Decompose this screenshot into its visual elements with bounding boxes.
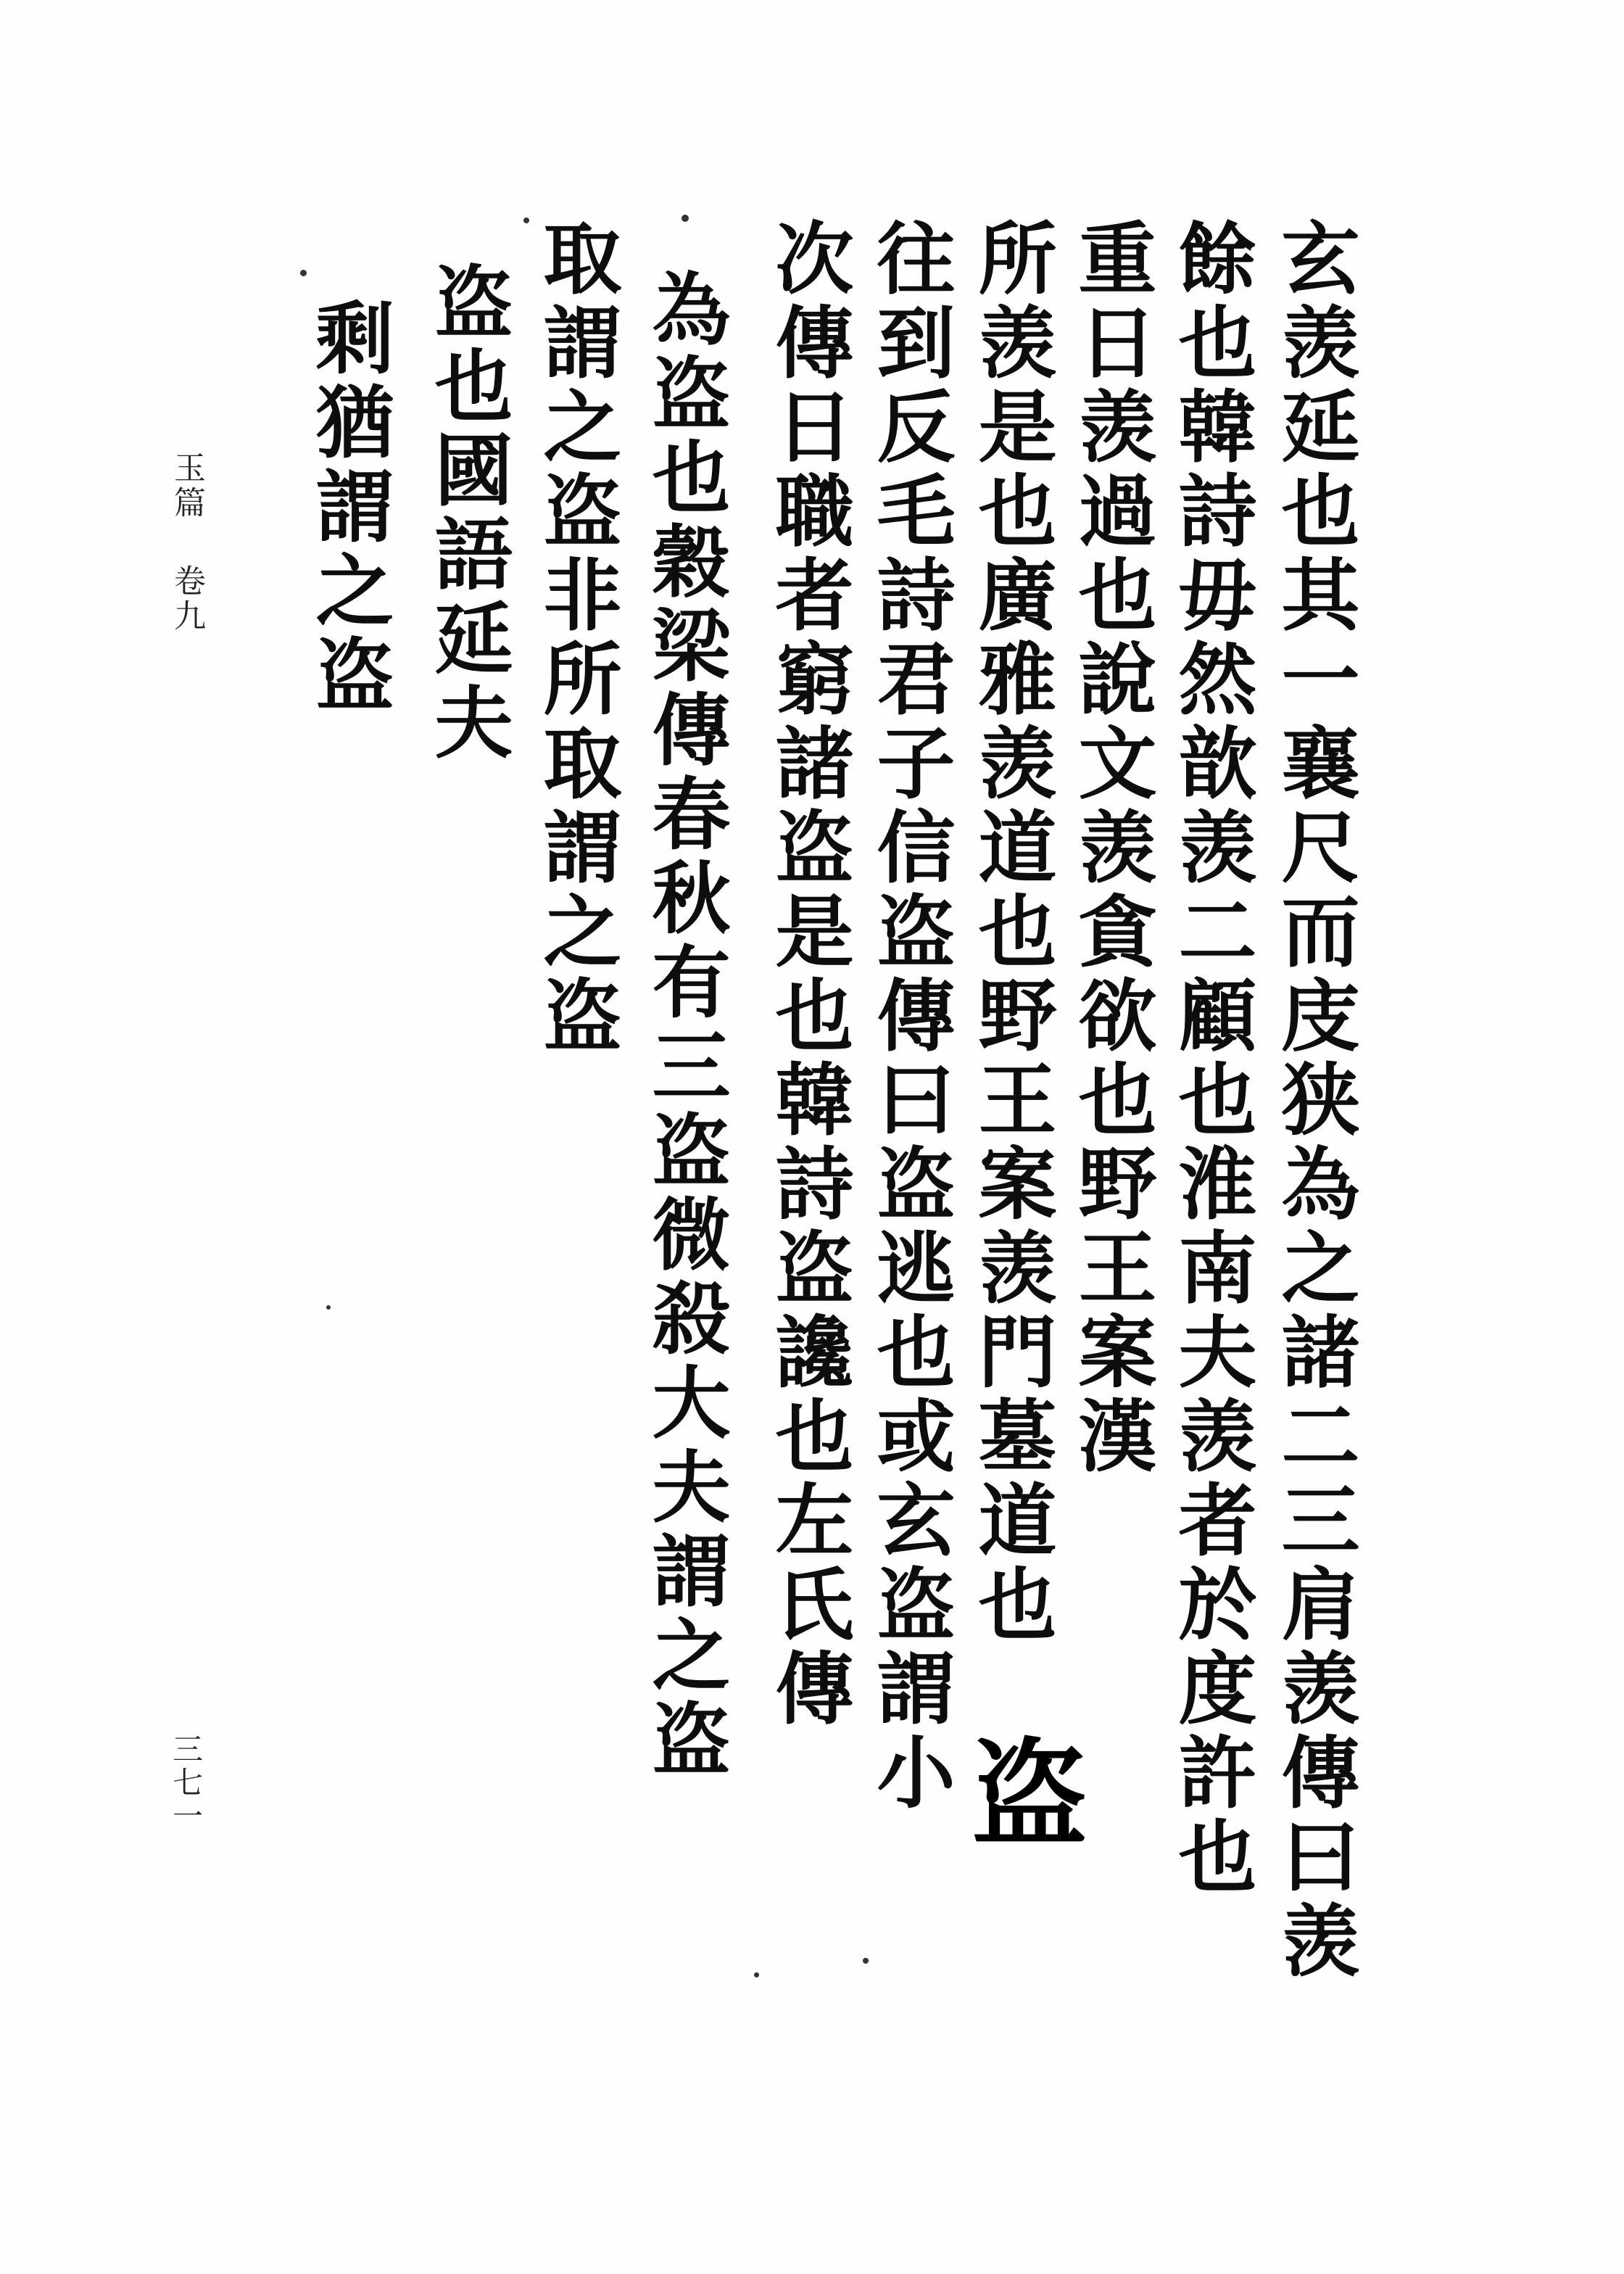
text-column-3: 重日羡過也說文羡貪欲也野王案漢 [1065,218,1156,1479]
ink-speck [682,215,689,222]
text-column-2: 餘也韓詩毋然歆羡二顧也淮南夫羡者於度許也 [1165,218,1256,1900]
text-column-5: 往到反毛詩君子信盗傳曰盗逃也或玄盗謂小 [863,218,955,1816]
ink-speck [300,270,307,276]
ink-speck [523,218,529,223]
text-column-4: 所羡是也廣雅羡道也野王案羡門墓道也 [965,218,1056,1647]
text-column-9: 盗也國語延夫 [421,261,513,766]
text-column-1: 玄羡延也其一襄尺而庋狭為之諸二三肩羡傳曰羡 [1268,218,1359,1984]
volume-label: 卷九 [168,564,205,634]
text-column-7: 為盗也穀梁傳春秋有三盗微殺大夫謂之盗 [639,268,730,1782]
book-title: 玉篇 [168,451,205,521]
ink-speck [863,1958,869,1964]
ink-speck [754,1972,759,1977]
text-column-6: 次傳日職者窮諸盗是也韓詩盗讒也左氏傳 [762,218,853,1732]
text-column-8: 取謂之盗非所取謂之盗 [530,218,621,1059]
page-number: 三七一 [168,1733,204,1833]
headword-large: 盗 [971,1726,1088,1862]
ink-speck [326,1305,331,1310]
text-column-10: 剩猶謂之盗 [302,297,394,718]
